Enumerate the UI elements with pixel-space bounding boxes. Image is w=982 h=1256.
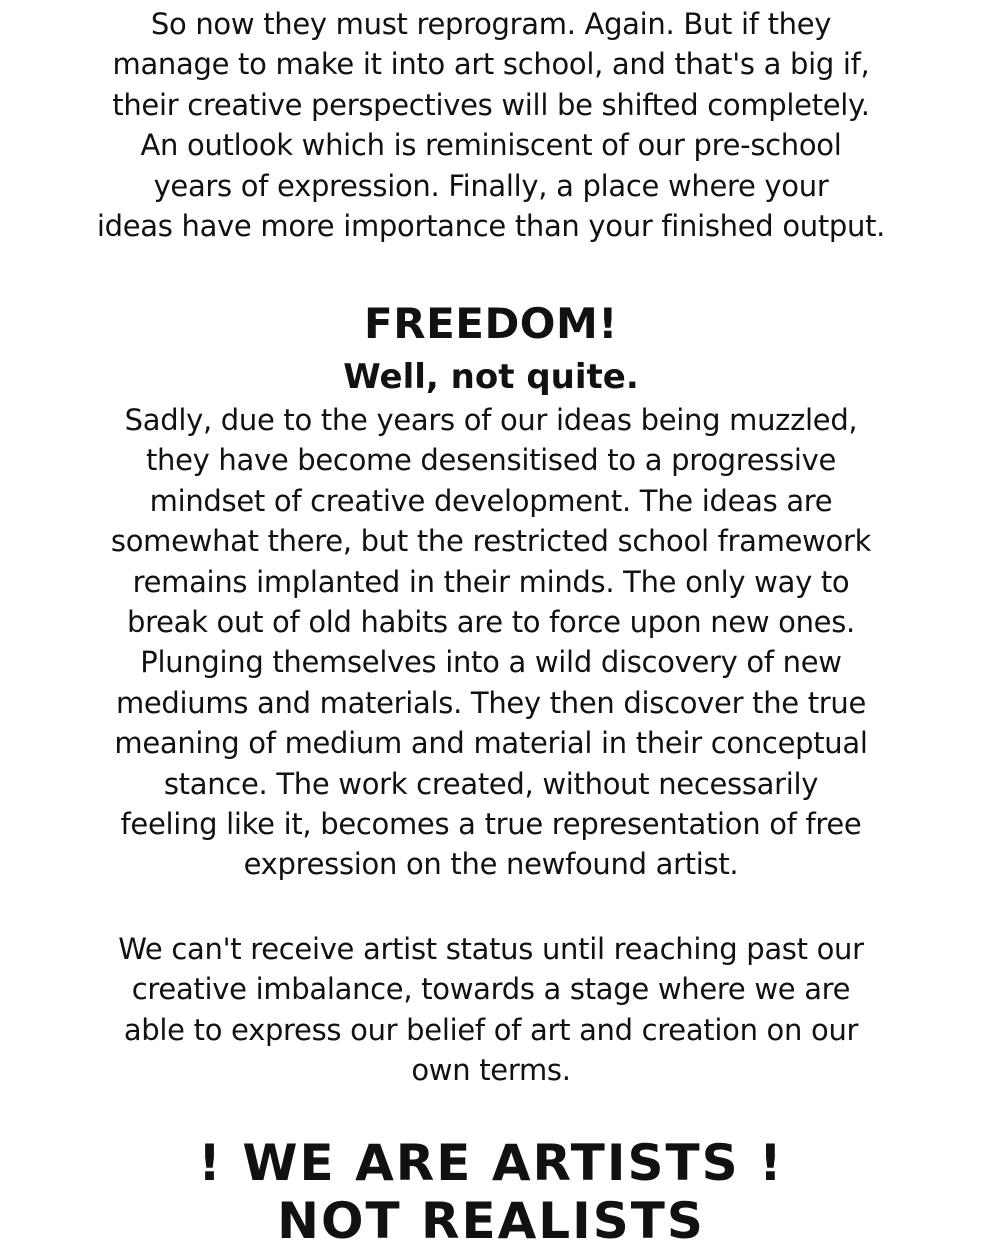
body-line: they have become desensitised to a progressive — [145, 443, 837, 478]
intro-line: ideas have more importance than your finished output. — [96, 209, 886, 244]
body-line: expression on the newfound artist. — [243, 847, 739, 882]
status-paragraph — [0, 929, 982, 1091]
body-line: somewhat there, but the restricted school framework — [110, 524, 872, 559]
slogan — [0, 1134, 982, 1250]
body-line: mediums and materials. They then discover the true — [115, 685, 867, 720]
body-line: mindset of creative development. The ideas are — [149, 483, 833, 518]
status-line: own terms. — [411, 1053, 571, 1088]
body-line: remains implanted in their minds. The only way to — [132, 564, 850, 599]
body-line: meaning of medium and material in their conceptual — [114, 726, 868, 761]
intro-line: years of expression. Finally, a place where your — [153, 168, 829, 203]
headline: FREEDOM! — [364, 299, 618, 348]
body-line: Plunging themselves into a wild discovery of new — [140, 645, 842, 680]
intro-line: manage to make it into art school, and that's a big if, — [112, 47, 870, 82]
intro-line: An outlook which is reminiscent of our pre-school — [140, 128, 842, 163]
slogan-line: NOT REALISTS — [277, 1192, 705, 1250]
body-line: Sadly, due to the years of our ideas being muzzled, — [124, 403, 858, 437]
body-paragraph — [0, 400, 982, 885]
status-line: We can't receive artist status until reaching past our — [118, 932, 864, 966]
intro-paragraph — [0, 4, 982, 246]
slogan-line: ! WE ARE ARTISTS ! — [198, 1134, 784, 1192]
intro-line: their creative perspectives will be shifted completely. — [112, 87, 870, 122]
body-line: feeling like it, becomes a true representation of free — [120, 807, 862, 842]
body-line: stance. The work created, without necessarily — [163, 766, 819, 801]
status-line: able to express our belief of art and creation on our — [123, 1012, 859, 1047]
intro-line: So now they must reprogram. Again. But if they — [150, 7, 832, 41]
subheadline: Well, not quite. — [343, 357, 639, 397]
body-line: break out of old habits are to force upon new ones. — [127, 605, 855, 640]
status-line: creative imbalance, towards a stage where we are — [131, 972, 851, 1007]
